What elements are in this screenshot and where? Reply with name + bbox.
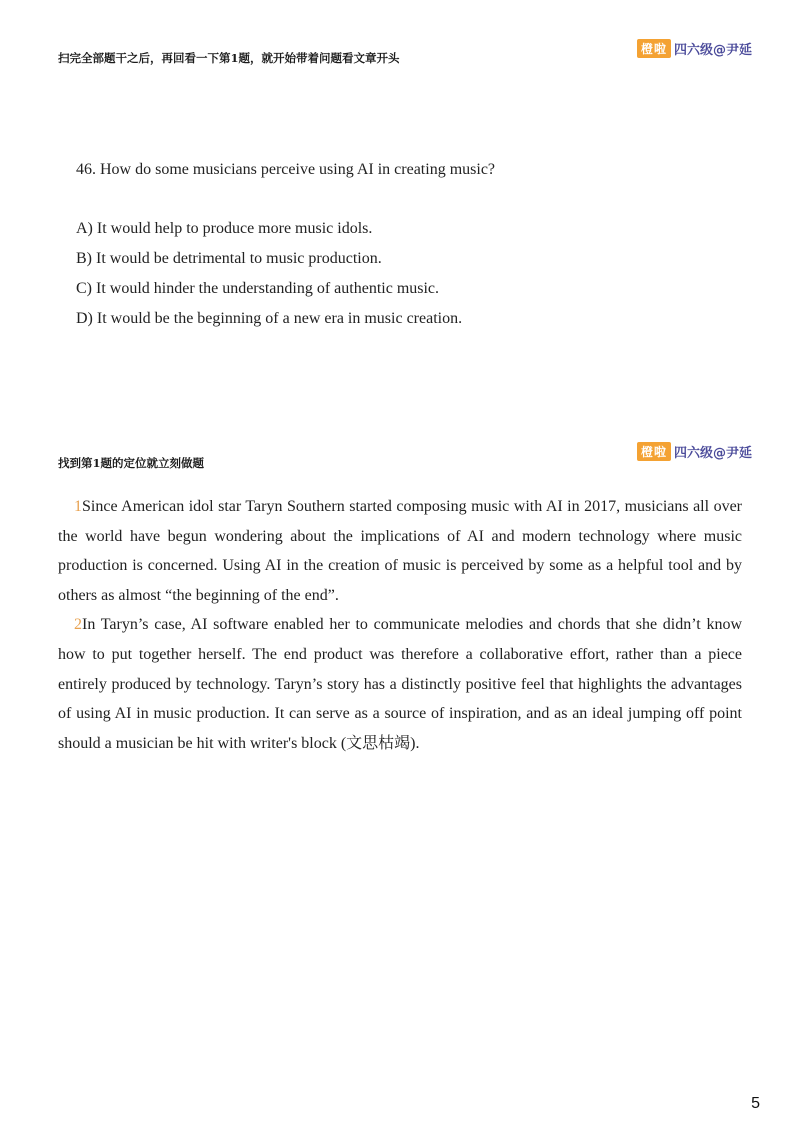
header-note-top: 扫完全部题干之后，再回看一下第1题，就开始带着问题看文章开头 (58, 51, 400, 65)
paragraph-text: Since American idol star Taryn Southern started composing music with AI in 2017, musicians all over the world have begun wondering about the implications of AI and modern technology where music production is concerned. Using AI in the creation of music is perceived by some as a helpful tool and by others as almost “the beginning of the end”. (58, 498, 742, 604)
paragraph-2 (58, 610, 742, 758)
brand-logo-top (637, 39, 752, 58)
brand-badge: 橙啦 (637, 39, 671, 58)
option-c: C) It would hinder the understanding of authentic music. (76, 280, 440, 297)
paragraph-text: In Taryn’s case, AI software enabled her to communicate melodies and chords that she didn’t know how to put together herself. The end product was therefore a collaborative effort, rather than a piece entirely produced by technology. Taryn’s story has a distinctly positive feel that highlights the advantages of using AI in music production. It can serve as a source of inspiration, and as an ideal jumping off point should a musician be hit with writer's block (文思枯竭). (58, 616, 742, 752)
header-note-mid: 找到第1题的定位就立刻做题 (58, 456, 205, 470)
page-number: 5 (751, 1095, 760, 1112)
brand-text: 四六级@尹延 (673, 446, 752, 461)
question-46: 46. How do some musicians perceive using AI in creating music? (76, 161, 496, 178)
answer-options (76, 219, 462, 339)
paragraph-number: 1 (74, 498, 82, 515)
brand-badge: 橙啦 (637, 442, 671, 461)
reading-passage (58, 492, 742, 758)
option-b: B) It would be detrimental to music production. (76, 250, 382, 267)
brand-text: 四六级@尹延 (673, 43, 752, 58)
brand-logo-mid (637, 442, 752, 461)
paragraph-number: 2 (74, 616, 82, 634)
option-a: A) It would help to produce more music idols. (76, 220, 373, 237)
paragraph-1 (58, 492, 742, 610)
option-d: D) It would be the beginning of a new era in music creation. (76, 310, 463, 327)
